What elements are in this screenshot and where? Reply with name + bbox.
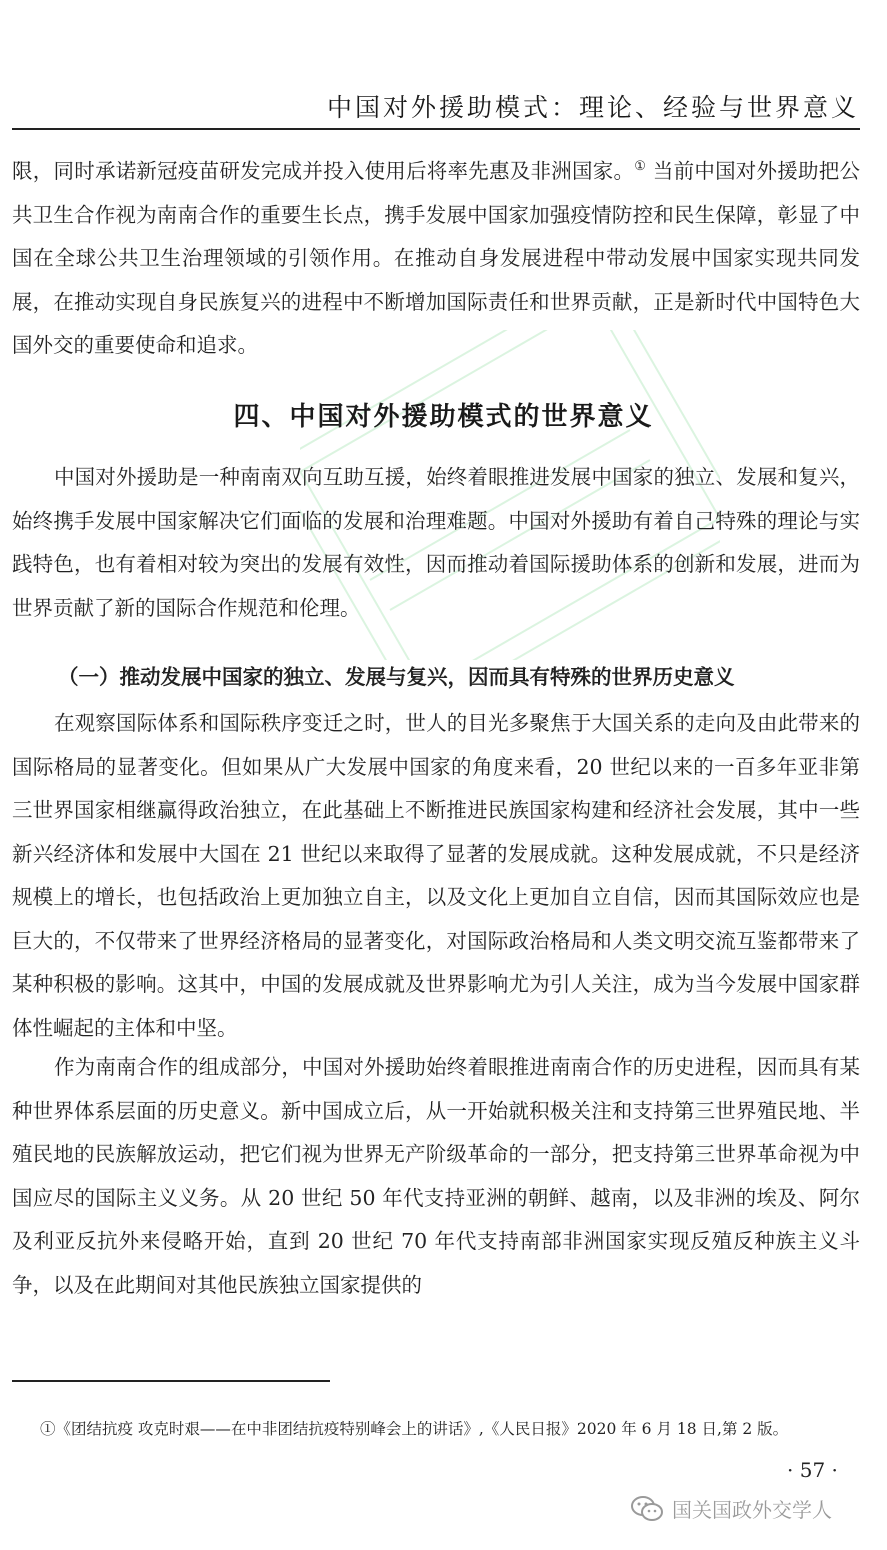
subsection-title: （一）推动发展中国家的独立、发展与复兴，因而具有特殊的世界历史意义 (58, 665, 735, 689)
watermark-logo (630, 1494, 832, 1523)
watermark-label: 国关国政外交学人 (672, 1498, 832, 1522)
running-title: 中国对外援助模式：理论、经验与世界意义 (326, 93, 859, 122)
footnote: ①《团结抗疫 攻克时艰——在中非团结抗疫特别峰会上的讲话》,《人民日报》2020 年 6 月 18 日,第 2 版。 (40, 1420, 789, 1438)
paragraph-1-rest: 当前中国对外援助把公共卫生合作视为南南合作的重要生长点，携手发展中国家加强疫情防控和民生保障，彰显了中国在全球公共卫生治理领域的引领作用。在推动自身发展进程中带动发展中国家实现共同发展，在推动实现自身民族复兴的进程中不断增加国际责任和世界贡献，正是新时代中国特色大国外交的重要使命和追求。 (12, 159, 861, 357)
section-title: 四、中国对外援助模式的世界意义 (233, 402, 654, 432)
footnote-rule (12, 1380, 330, 1382)
header-rule (12, 128, 860, 130)
paragraph-3: 在观察国际体系和国际秩序变迁之时，世人的目光多聚焦于大国关系的走向及由此带来的国际格局的显著变化。但如果从广大发展中国家的角度来看，20 世纪以来的一百多年亚非第三世界国家相继赢得政治独立，在此基础上不断推进民族国家构建和经济社会发展，其中一些新兴经济体和发展中大国在 21 世纪以来取得了显著的发展成就。这种发展成就，不只是经济规模上的增长，也包括政治上更加独立自主，以及文化上更加自立自信，因而其国际效应也是巨大的，不仅带来了世界经济格局的显著变化，对国际政治格局和人类文明交流互鉴都带来了某种积极的影响。这其中，中国的发展成就及世界影响尤为引人关注，成为当今发展中国家群体性崛起的主体和中坚。 (12, 711, 860, 1040)
paragraph-4: 作为南南合作的组成部分，中国对外援助始终着眼推进南南合作的历史进程，因而具有某种世界体系层面的历史意义。新中国成立后，从一开始就积极关注和支持第三世界殖民地、半殖民地的民族解放运动，把它们视为世界无产阶级革命的一部分，把支持第三世界革命视为中国应尽的国际主义义务。从 20 世纪 50 年代支持亚洲的朝鲜、越南，以及非洲的埃及、阿尔及利亚反抗外来侵略开始，直到 20 世纪 70 年代支持南部非洲国家实现反殖反种族主义斗争，以及在此期间对其他民族独立国家提供的 (12, 1055, 860, 1297)
page-number: · 57 · (787, 1458, 838, 1482)
paragraph-1-start: 限，同时承诺新冠疫苗研发完成并投入使用后将率先惠及非洲国家。 (12, 159, 635, 183)
paragraph-2: 中国对外援助是一种南南双向互助互援，始终着眼推进发展中国家的独立、发展和复兴，始终携手发展中国家解决它们面临的发展和治理难题。中国对外援助有着自己特殊的理论与实践特色，也有着相对较为突出的发展有效性，因而推动着国际援助体系的创新和发展，进而为世界贡献了新的国际合作规范和伦理。 (12, 465, 860, 620)
footnote-ref[interactable]: ① (634, 159, 647, 175)
paragraph-1 (12, 150, 860, 368)
wechat-icon (630, 1495, 664, 1523)
